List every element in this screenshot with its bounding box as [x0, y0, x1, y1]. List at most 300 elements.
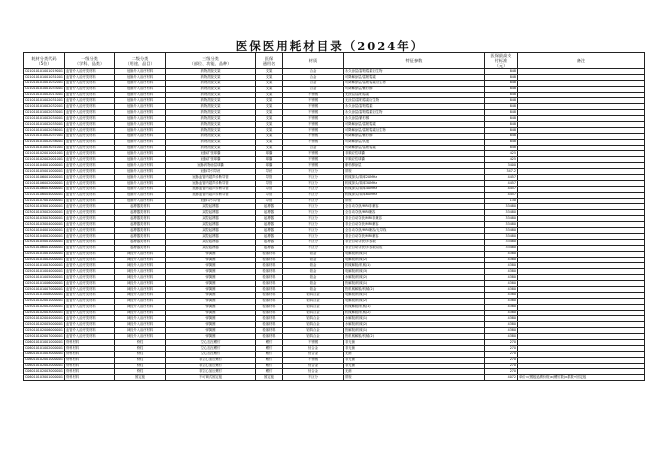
level3-category-cell: 药物洗脱支架	[166, 116, 256, 122]
material-cell: 不区分	[283, 233, 344, 239]
material-cell: 合金	[283, 80, 344, 86]
generic-name-cell: 支架	[256, 145, 283, 151]
level3-category-cell: 药物洗脱支架	[166, 69, 256, 75]
level1-category-cell: 血管介入治疗类材料	[65, 222, 115, 228]
feature-params-cell: 可降解涂层/雷帕霉素衍生物	[344, 80, 485, 86]
generic-name-cell: 螺钉	[256, 345, 283, 351]
level1-category-cell: 血管介入治疗类材料	[65, 310, 115, 316]
material-code-cell: C06010103001000001	[25, 374, 63, 379]
feature-params-cell: 电解脱/机械(2)	[344, 298, 485, 304]
level2-category-cell: 脊柱	[115, 345, 166, 351]
feature-params-cell: 热解脱/机械(1)	[344, 328, 485, 334]
level3-category-cell: 冠脉导引导丝	[166, 169, 256, 175]
material-cell: 铂钨合金	[283, 298, 344, 304]
material-cell: 铂钨合金	[283, 322, 344, 328]
generic-name-cell: 支架	[256, 69, 283, 75]
max-payment-cell: 270	[485, 351, 518, 357]
level1-category-cell: 血管介入治疗类材料	[65, 304, 115, 310]
material-code-cell: C05010102005000001	[25, 321, 63, 326]
generic-name-cell: 起搏器	[256, 210, 283, 216]
generic-name-cell: 导丝	[256, 169, 283, 175]
level1-category-cell: 骨科材料	[65, 363, 115, 369]
material-cell: 合金	[283, 69, 344, 75]
level1-category-cell: 血管介入治疗类材料	[65, 251, 115, 257]
material-code-cell: C01010101002037001	[25, 133, 63, 138]
level2-category-cell: 冠脉介入治疗材料	[115, 139, 166, 145]
material-cell: 铂钨合金	[283, 304, 344, 310]
max-payment-cell: 33480	[485, 239, 518, 245]
generic-name-cell: 螺钉	[256, 369, 283, 375]
level1-category-cell: 血管介入治疗类材料	[65, 316, 115, 322]
material-code-cell: C01010107001000001	[25, 198, 63, 203]
material-code-cell: C03010103003000001	[25, 215, 63, 220]
material-code-cell: C03010104002000001	[25, 233, 63, 238]
level1-category-cell: 血管介入治疗类材料	[65, 263, 115, 269]
generic-name-cell: 栓塞材料	[256, 263, 283, 269]
level2-category-cell: 神经介入治疗材料	[115, 310, 166, 316]
generic-name-cell: 支架	[256, 127, 283, 133]
max-payment-cell: 4457	[485, 192, 518, 198]
material-cell: 不区分	[283, 192, 344, 198]
level3-category-cell: 弹簧圈	[166, 281, 256, 287]
max-payment-cell: 270	[485, 357, 518, 363]
material-cell: 不锈钢	[283, 163, 344, 169]
level2-category-cell: 神经介入治疗材料	[115, 286, 166, 292]
level1-category-cell: 血管介入治疗类材料	[65, 116, 115, 122]
max-payment-cell: 33480	[485, 216, 518, 222]
level2-category-cell: 脊柱	[115, 351, 166, 357]
material-cell: 铂钨合金	[283, 328, 344, 334]
level2-category-cell: 起搏器类材料	[115, 239, 166, 245]
generic-name-cell: 固定板	[256, 375, 283, 381]
material-cell: 不锈钢	[283, 104, 344, 110]
material-code-cell: C06010101001000001	[25, 339, 63, 344]
max-payment-cell: 848	[485, 80, 518, 86]
max-payment-cell: 270	[485, 339, 518, 345]
generic-name-cell: 螺钉	[256, 339, 283, 345]
material-cell: 不锈钢	[283, 357, 344, 363]
material-cell: 不区分	[283, 228, 344, 234]
generic-name-cell: 球囊	[256, 163, 283, 169]
feature-params-cell: 可降解涂层/雷帕霉素	[344, 74, 485, 80]
generic-name-cell: 导管	[256, 198, 283, 204]
material-code-cell: C01010101002035001	[25, 121, 63, 126]
level1-category-cell: 骨科材料	[65, 351, 115, 357]
level2-category-cell: 起搏器类材料	[115, 228, 166, 234]
feature-params-cell: 无菌	[344, 369, 485, 375]
level3-category-cell: 不可调式固定板	[166, 375, 256, 381]
level2-category-cell: 起搏器类材料	[115, 245, 166, 251]
table-header	[24, 53, 645, 69]
max-payment-cell: 848	[485, 133, 518, 139]
level3-category-cell: 冠脉导引导管	[166, 198, 256, 204]
level2-category-cell: 脊柱	[115, 363, 166, 369]
feature-params-cell: 非无菌	[344, 345, 485, 351]
material-code-cell: C01010101002013001	[25, 92, 63, 97]
generic-name-cell: 起搏器	[256, 239, 283, 245]
max-payment-cell: 848	[485, 110, 518, 116]
level1-category-cell: 骨科材料	[65, 339, 115, 345]
max-payment-cell: 425	[485, 151, 518, 157]
level2-category-cell: 起搏器类材料	[115, 210, 166, 216]
material-cell: 铂金	[283, 269, 344, 275]
material-cell: 不锈钢	[283, 127, 344, 133]
feature-params-cell: 热解脱/机械(1)	[344, 281, 485, 287]
feature-params-cell: 机械探头/频率60MHz	[344, 192, 485, 198]
material-cell: 不锈钢	[283, 151, 344, 157]
level2-category-cell: 冠脉介入治疗材料	[115, 157, 166, 163]
level1-category-cell: 血管介入治疗类材料	[65, 104, 115, 110]
max-payment-cell: 270	[485, 345, 518, 351]
material-code-cell: C03010104001000001	[25, 227, 63, 232]
column-header: 材质	[283, 53, 344, 69]
material-code-cell: C01010105001000001	[25, 168, 63, 173]
level1-category-cell: 血管介入治疗类材料	[65, 151, 115, 157]
feature-params-cell: 电解脱/机械(2)	[344, 257, 485, 263]
material-code-cell: C03010105001000001	[25, 239, 63, 244]
level3-category-cell: 非空心加压螺钉	[166, 369, 256, 375]
generic-name-cell: 栓塞材料	[256, 298, 283, 304]
material-code-cell: C03010103001000001	[25, 204, 63, 209]
level3-category-cell: 弹簧圈	[166, 275, 256, 281]
material-cell: 不区分	[283, 245, 344, 251]
level1-category-cell: 血管介入治疗类材料	[65, 292, 115, 298]
generic-name-cell: 导管	[256, 175, 283, 181]
material-code-cell: C05010101002000001	[25, 257, 63, 262]
level2-category-cell: 冠脉介入治疗材料	[115, 98, 166, 104]
max-payment-cell: 4380	[485, 316, 518, 322]
material-code-cell: C01010101002033001	[25, 109, 63, 114]
generic-name-cell: 螺钉	[256, 357, 283, 363]
level2-category-cell: 冠脉介入治疗材料	[115, 198, 166, 204]
level3-category-cell: 冠脉扩张球囊	[166, 151, 256, 157]
level2-category-cell: 冠脉介入治疗材料	[115, 122, 166, 128]
level3-category-cell: 弹簧圈	[166, 257, 256, 263]
material-cell: 不锈钢	[283, 92, 344, 98]
material-code-cell: C01010104001000001	[25, 162, 63, 167]
max-payment-cell: 4380	[485, 298, 518, 304]
level2-category-cell: 脊柱	[115, 369, 166, 375]
material-code-cell: C01010102001001001	[25, 151, 63, 156]
material-cell: 铂金	[283, 286, 344, 292]
level3-category-cell: 弹簧圈	[166, 292, 256, 298]
max-payment-cell: 848	[485, 145, 518, 151]
level2-category-cell: 冠脉介入治疗材料	[115, 69, 166, 75]
level1-category-cell: 血管介入治疗类材料	[65, 228, 115, 234]
level2-category-cell: 冠脉介入治疗材料	[115, 116, 166, 122]
column-header: 特征参数	[344, 53, 485, 69]
generic-name-cell: 栓塞材料	[256, 269, 283, 275]
level2-category-cell: 脊柱	[115, 339, 166, 345]
level3-category-cell: 双腔起搏器	[166, 228, 256, 234]
material-cell: 钛合金	[283, 351, 344, 357]
level3-category-cell: 非空心加压螺钉	[166, 363, 256, 369]
level2-category-cell: 神经介入治疗材料	[115, 251, 166, 257]
material-code-cell: C01010101003031001	[25, 145, 63, 150]
level1-category-cell: 血管介入治疗类材料	[65, 239, 115, 245]
feature-params-cell: 紫杉醇涂层	[344, 163, 485, 169]
level1-category-cell: 血管介入治疗类材料	[65, 245, 115, 251]
level3-category-cell: 药物洗脱支架	[166, 127, 256, 133]
material-code-cell: C01010102002001001	[25, 157, 63, 161]
level1-category-cell: 血管介入治疗类材料	[65, 192, 115, 198]
generic-name-cell: 支架	[256, 116, 283, 122]
max-payment-cell: 270	[485, 369, 518, 375]
feature-params-cell: 非全自动夺获/多参数双腔	[344, 245, 485, 251]
feature-params-cell: 常规	[344, 375, 485, 381]
material-code-cell: C05010102006000001	[25, 327, 63, 332]
generic-name-cell: 支架	[256, 104, 283, 110]
feature-params-cell: 可降解涂层/雷帕霉素衍生物	[344, 127, 485, 133]
feature-params-cell: 无涂层/雷帕霉素	[344, 92, 485, 98]
generic-name-cell: 栓塞材料	[256, 257, 283, 263]
feature-params-cell: 全自动夺获/MRI兼容/无导线	[344, 228, 485, 234]
material-cell: 铂金	[283, 251, 344, 257]
material-code-cell: C01010106002000001	[25, 180, 63, 185]
material-code-cell: C03010103004000001	[25, 221, 63, 226]
material-cell: 钛合金	[283, 345, 344, 351]
level2-category-cell: 神经介入治疗材料	[115, 269, 166, 275]
level1-category-cell: 血管介入治疗类材料	[65, 175, 115, 181]
generic-name-cell: 起搏器	[256, 216, 283, 222]
feature-params-cell: 机械解脱/机械(1)	[344, 304, 485, 310]
generic-name-cell: 起搏器	[256, 204, 283, 210]
generic-name-cell: 栓塞材料	[256, 292, 283, 298]
feature-params-cell: 机械探头/频率30MHz	[344, 180, 485, 186]
level2-category-cell: 神经介入治疗材料	[115, 334, 166, 340]
max-payment-cell: 4380	[485, 334, 518, 340]
level1-category-cell: 血管介入治疗类材料	[65, 180, 115, 186]
level3-category-cell: 药物洗脱支架	[166, 74, 256, 80]
level1-category-cell: 血管介入治疗类材料	[65, 133, 115, 139]
level1-category-cell: 血管介入治疗类材料	[65, 298, 115, 304]
feature-params-cell: 电解脱/机械(1)	[344, 292, 485, 298]
max-payment-cell: 4380	[485, 281, 518, 287]
max-payment-cell: 848	[485, 139, 518, 145]
material-cell: 不锈钢	[283, 339, 344, 345]
feature-params-cell: 永久涂层/雷帕霉素衍生物	[344, 110, 485, 116]
level3-category-cell: 双腔起搏器	[166, 233, 256, 239]
material-cell: 不区分	[283, 210, 344, 216]
level2-category-cell: 冠脉介入治疗材料	[115, 151, 166, 157]
feature-params-cell: 常规	[344, 198, 485, 204]
generic-name-cell: 栓塞材料	[256, 316, 283, 322]
max-payment-cell: 848	[485, 69, 518, 75]
max-payment-cell: 3400	[485, 163, 518, 169]
material-cell: 不锈钢	[283, 133, 344, 139]
material-code-cell: C05010101003000001	[25, 263, 63, 268]
material-cell: 铂钨合金	[283, 310, 344, 316]
level3-category-cell: 双腔起搏器	[166, 216, 256, 222]
material-cell: 不锈钢	[283, 110, 344, 116]
level3-category-cell: 双腔起搏器	[166, 222, 256, 228]
column-header: 医保最高支 付标准 （元）	[485, 53, 518, 69]
max-payment-cell: 4072	[485, 375, 518, 381]
column-header: 一级分类 （学科、品类）	[65, 53, 115, 69]
feature-params-cell: 非无菌	[344, 363, 485, 369]
material-code-cell: C05010102001000001	[25, 298, 63, 303]
level1-category-cell: 血管介入治疗类材料	[65, 86, 115, 92]
material-code-cell: C01010106001000001	[25, 174, 63, 179]
generic-name-cell: 球囊	[256, 151, 283, 157]
level1-category-cell: 血管介入治疗类材料	[65, 127, 115, 133]
level2-category-cell: 神经介入治疗材料	[115, 292, 166, 298]
generic-name-cell: 支架	[256, 74, 283, 80]
level2-category-cell: 冠脉介入治疗材料	[115, 145, 166, 151]
material-code-cell: C01010101002031001	[25, 98, 63, 103]
max-payment-cell: 4457	[485, 180, 518, 186]
level3-category-cell: 空心加压螺钉	[166, 345, 256, 351]
level3-category-cell: 药物洗脱支架	[166, 80, 256, 86]
level2-category-cell: 冠脉介入治疗材料	[115, 186, 166, 192]
material-code-cell: C05010102007000001	[25, 333, 63, 338]
material-cell: 不区分	[283, 204, 344, 210]
level2-category-cell: 冠脉介入治疗材料	[115, 127, 166, 133]
level3-category-cell: 弹簧圈	[166, 286, 256, 292]
material-code-cell: C01010101002038001	[25, 139, 63, 144]
level3-category-cell: 冠脉血管内超声诊断导管	[166, 186, 256, 192]
generic-name-cell: 支架	[256, 80, 283, 86]
feature-params-cell: 非无菌	[344, 357, 485, 363]
level2-category-cell: 冠脉介入治疗材料	[115, 92, 166, 98]
level2-category-cell: 神经介入治疗材料	[115, 304, 166, 310]
level1-category-cell: 血管介入治疗类材料	[65, 334, 115, 340]
material-code-cell: C01010101002032001	[25, 103, 63, 108]
generic-name-cell: 栓塞材料	[256, 286, 283, 292]
material-cell: 不区分	[283, 198, 344, 204]
generic-name-cell: 支架	[256, 133, 283, 139]
material-cell: 合金	[283, 74, 344, 80]
feature-params-cell: 可降解涂层/雷帕霉素	[344, 122, 485, 128]
generic-name-cell: 栓塞材料	[256, 322, 283, 328]
max-payment-cell: 347.2	[485, 169, 518, 175]
level3-category-cell: 弹簧圈	[166, 298, 256, 304]
level3-category-cell: 双腔起搏器	[166, 210, 256, 216]
level2-category-cell: 冠脉介入治疗材料	[115, 110, 166, 116]
generic-name-cell: 导管	[256, 192, 283, 198]
generic-name-cell: 起搏器	[256, 245, 283, 251]
feature-params-cell: 电解脱/机械(1)	[344, 251, 485, 257]
max-payment-cell: 4457	[485, 186, 518, 192]
feature-params-cell: 非全自动夺获/MRI兼容	[344, 222, 485, 228]
level1-category-cell: 血管介入治疗类材料	[65, 210, 115, 216]
generic-name-cell: 栓塞材料	[256, 275, 283, 281]
max-payment-cell: 848	[485, 127, 518, 133]
max-payment-cell: 4380	[485, 263, 518, 269]
level2-category-cell: 冠脉介入治疗材料	[115, 180, 166, 186]
level1-category-cell: 血管介入治疗类材料	[65, 122, 115, 128]
feature-params-cell: 非全自动夺获/多参数	[344, 239, 485, 245]
generic-name-cell: 导管	[256, 186, 283, 192]
feature-params-cell: 非无菌	[344, 339, 485, 345]
level1-category-cell: 血管介入治疗类材料	[65, 186, 115, 192]
material-cell: 不区分	[283, 222, 344, 228]
material-code-cell: C06010102001000001	[25, 357, 63, 362]
generic-name-cell: 支架	[256, 98, 283, 104]
max-payment-cell: 33480	[485, 233, 518, 239]
feature-params-cell: 永久涂层/雷帕霉素衍生物	[344, 69, 485, 75]
generic-name-cell: 栓塞材料	[256, 251, 283, 257]
generic-name-cell: 栓塞材料	[256, 281, 283, 287]
level3-category-cell: 弹簧圈	[166, 334, 256, 340]
material-cell: 不区分	[283, 175, 344, 181]
level3-category-cell: 冠脉血管内超声诊断导管	[166, 180, 256, 186]
generic-name-cell: 栓塞材料	[256, 334, 283, 340]
level1-category-cell: 骨科材料	[65, 369, 115, 375]
level3-category-cell: 药物洗脱支架	[166, 139, 256, 145]
feature-params-cell: 机械探头/频率20MHz	[344, 175, 485, 181]
material-code-cell: C01010101002034001	[25, 115, 63, 120]
level3-category-cell: 弹簧圈	[166, 251, 256, 257]
material-code-cell: C05010101001000001	[25, 251, 63, 256]
material-cell: 铂金	[283, 275, 344, 281]
material-code-cell: C01010106004000001	[25, 192, 63, 197]
material-code-cell: C03010103002000001	[25, 210, 63, 215]
document-title: 医保医用耗材目录（2024年）	[235, 39, 425, 53]
level3-category-cell: 冠脉血管内超声诊断导管	[166, 175, 256, 181]
material-code-cell: C05010102003000001	[25, 310, 63, 315]
max-payment-cell: 848	[485, 116, 518, 122]
table-body	[24, 69, 645, 381]
max-payment-cell: 848	[485, 104, 518, 110]
level2-category-cell: 冠脉介入治疗材料	[115, 163, 166, 169]
level1-category-cell: 骨科材料	[65, 375, 115, 381]
generic-name-cell: 球囊	[256, 157, 283, 163]
level1-category-cell: 血管介入治疗类材料	[65, 169, 115, 175]
material-cell: 不锈钢	[283, 98, 344, 104]
level1-category-cell: 血管介入治疗类材料	[65, 216, 115, 222]
max-payment-cell: 130	[485, 198, 518, 204]
generic-name-cell: 起搏器	[256, 228, 283, 234]
level3-category-cell: 药物洗脱支架	[166, 122, 256, 128]
feature-params-cell: 常规	[344, 169, 485, 175]
level2-category-cell: 冠脉介入治疗材料	[115, 192, 166, 198]
feature-params-cell: 热机械解脱/机械(2)	[344, 286, 485, 292]
generic-name-cell: 起搏器	[256, 222, 283, 228]
material-cell: 合金	[283, 86, 344, 92]
feature-params-cell: 机械探头/频率40MHz	[344, 186, 485, 192]
column-header: 医保 通用名	[256, 53, 283, 69]
level2-category-cell: 起搏器类材料	[115, 233, 166, 239]
remark-cell: 单价=(钢板追溯价格)x(螺钉数)x系数+固定板	[518, 375, 645, 381]
level3-category-cell: 空心加压螺钉	[166, 351, 256, 357]
feature-params-cell: 永久涂层/紫杉醇	[344, 116, 485, 122]
level2-category-cell: 神经介入治疗材料	[115, 263, 166, 269]
material-code-cell: C01010101001031001	[25, 74, 63, 79]
level2-category-cell: 冠脉介入治疗材料	[115, 175, 166, 181]
generic-name-cell: 导管	[256, 180, 283, 186]
max-payment-cell: 4380	[485, 304, 518, 310]
column-header: 备注	[518, 53, 645, 69]
material-code-cell: C05010101007000001	[25, 286, 63, 291]
feature-params-cell: 非全自动夺获/MRI兼容	[344, 233, 485, 239]
material-cell: 不锈钢	[283, 116, 344, 122]
level2-category-cell: 冠脉介入治疗材料	[115, 133, 166, 139]
level3-category-cell: 冠脉扩张球囊	[166, 157, 256, 163]
material-cell: 钛合金	[283, 369, 344, 375]
catalog-table	[23, 52, 645, 381]
level1-category-cell: 血管介入治疗类材料	[65, 157, 115, 163]
level3-category-cell: 空心加压螺钉	[166, 339, 256, 345]
material-cell: 铂钨合金	[283, 316, 344, 322]
level3-category-cell: 双腔起搏器	[166, 245, 256, 251]
max-payment-cell: 425	[485, 157, 518, 163]
column-header: 耗材分类代码 （5位）	[24, 53, 65, 69]
material-code-cell: C06010102003000001	[25, 369, 63, 374]
level1-category-cell: 血管介入治疗类材料	[65, 74, 115, 80]
level2-category-cell: 神经介入治疗材料	[115, 298, 166, 304]
generic-name-cell: 支架	[256, 122, 283, 128]
